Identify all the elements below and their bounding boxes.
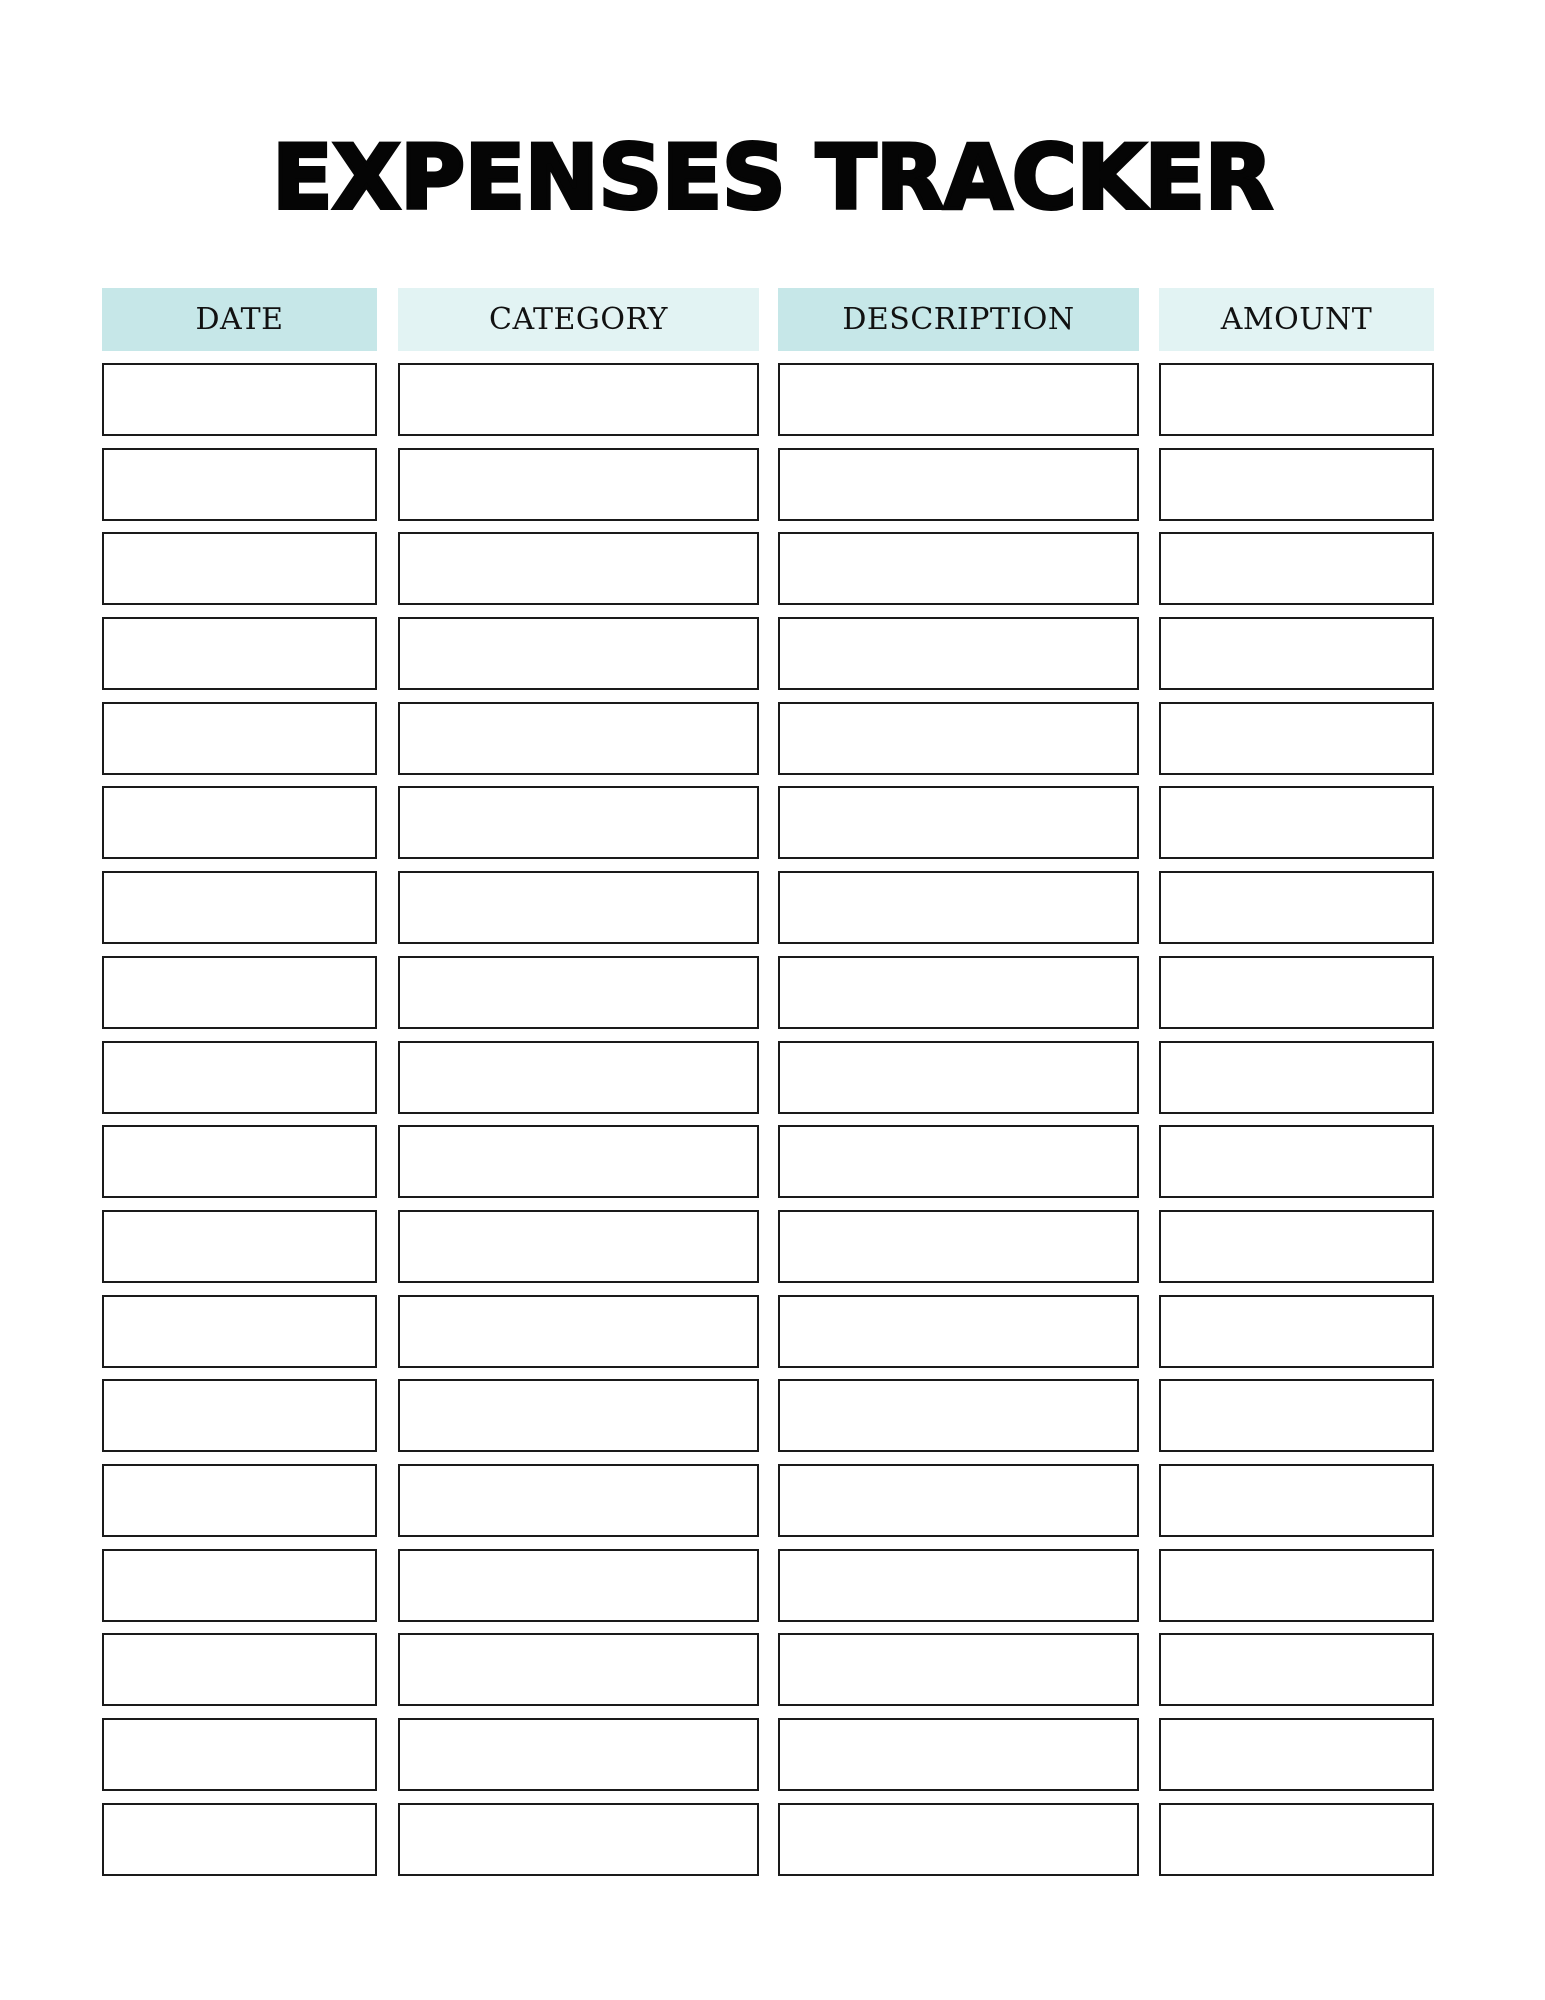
- column-header-amount: AMOUNT: [1159, 288, 1434, 351]
- cells-date: [102, 363, 377, 1876]
- entry-cell-amount[interactable]: [1159, 532, 1434, 605]
- column-description: [778, 288, 1139, 1887]
- entry-cell-date[interactable]: [102, 1633, 377, 1706]
- entry-cell-amount[interactable]: [1159, 617, 1434, 690]
- entry-cell-date[interactable]: [102, 532, 377, 605]
- entry-cell-date[interactable]: [102, 786, 377, 859]
- page-title: EXPENSES TRACKER: [272, 126, 1273, 229]
- entry-cell-category[interactable]: [398, 1464, 759, 1537]
- entry-cell-amount[interactable]: [1159, 956, 1434, 1029]
- entry-cell-category[interactable]: [398, 1718, 759, 1791]
- entry-cell-category[interactable]: [398, 532, 759, 605]
- entry-cell-category[interactable]: [398, 363, 759, 436]
- entry-cell-category[interactable]: [398, 617, 759, 690]
- entry-cell-description[interactable]: [778, 1464, 1139, 1537]
- entry-cell-category[interactable]: [398, 871, 759, 944]
- entry-cell-description[interactable]: [778, 1210, 1139, 1283]
- entry-cell-category[interactable]: [398, 786, 759, 859]
- entry-cell-category[interactable]: [398, 956, 759, 1029]
- entry-cell-date[interactable]: [102, 1041, 377, 1114]
- entry-cell-date[interactable]: [102, 363, 377, 436]
- entry-cell-amount[interactable]: [1159, 1464, 1434, 1537]
- entry-cell-amount[interactable]: [1159, 1718, 1434, 1791]
- entry-cell-amount[interactable]: [1159, 1549, 1434, 1622]
- entry-cell-description[interactable]: [778, 702, 1139, 775]
- column-category: [398, 288, 759, 1887]
- entry-cell-description[interactable]: [778, 1633, 1139, 1706]
- entry-cell-date[interactable]: [102, 1718, 377, 1791]
- column-date: [102, 288, 377, 1887]
- entry-cell-date[interactable]: [102, 702, 377, 775]
- entry-cell-amount[interactable]: [1159, 1803, 1434, 1876]
- entry-cell-date[interactable]: [102, 1464, 377, 1537]
- entry-cell-amount[interactable]: [1159, 786, 1434, 859]
- cells-category: [398, 363, 759, 1876]
- column-header-category: CATEGORY: [398, 288, 759, 351]
- column-header-date: DATE: [102, 288, 377, 351]
- entry-cell-category[interactable]: [398, 1379, 759, 1452]
- column-amount: [1159, 288, 1434, 1887]
- entry-cell-description[interactable]: [778, 1125, 1139, 1198]
- entry-cell-category[interactable]: [398, 1295, 759, 1368]
- entry-cell-description[interactable]: [778, 871, 1139, 944]
- entry-cell-description[interactable]: [778, 448, 1139, 521]
- column-header-description: DESCRIPTION: [778, 288, 1139, 351]
- entry-cell-date[interactable]: [102, 617, 377, 690]
- entry-cell-date[interactable]: [102, 1379, 377, 1452]
- entry-cell-category[interactable]: [398, 1210, 759, 1283]
- entry-cell-amount[interactable]: [1159, 1379, 1434, 1452]
- cells-amount: [1159, 363, 1434, 1876]
- entry-cell-amount[interactable]: [1159, 448, 1434, 521]
- entry-cell-description[interactable]: [778, 1549, 1139, 1622]
- entry-cell-amount[interactable]: [1159, 1210, 1434, 1283]
- entry-cell-amount[interactable]: [1159, 1125, 1434, 1198]
- entry-cell-amount[interactable]: [1159, 1041, 1434, 1114]
- entry-cell-date[interactable]: [102, 1295, 377, 1368]
- entry-cell-date[interactable]: [102, 871, 377, 944]
- entry-cell-category[interactable]: [398, 1125, 759, 1198]
- entry-cell-date[interactable]: [102, 956, 377, 1029]
- entry-cell-description[interactable]: [778, 1041, 1139, 1114]
- entry-cell-amount[interactable]: [1159, 871, 1434, 944]
- entry-cell-category[interactable]: [398, 1041, 759, 1114]
- entry-cell-category[interactable]: [398, 448, 759, 521]
- entry-cell-description[interactable]: [778, 363, 1139, 436]
- entry-cell-description[interactable]: [778, 532, 1139, 605]
- entry-cell-category[interactable]: [398, 1803, 759, 1876]
- entry-cell-date[interactable]: [102, 1803, 377, 1876]
- entry-cell-amount[interactable]: [1159, 1295, 1434, 1368]
- entry-cell-category[interactable]: [398, 702, 759, 775]
- entry-cell-description[interactable]: [778, 1379, 1139, 1452]
- entry-cell-amount[interactable]: [1159, 1633, 1434, 1706]
- entry-cell-description[interactable]: [778, 1803, 1139, 1876]
- entry-cell-date[interactable]: [102, 448, 377, 521]
- entry-cell-date[interactable]: [102, 1210, 377, 1283]
- entry-cell-description[interactable]: [778, 617, 1139, 690]
- entry-cell-amount[interactable]: [1159, 702, 1434, 775]
- entry-cell-description[interactable]: [778, 786, 1139, 859]
- entry-cell-category[interactable]: [398, 1549, 759, 1622]
- entry-cell-date[interactable]: [102, 1125, 377, 1198]
- entry-cell-description[interactable]: [778, 1295, 1139, 1368]
- entry-cell-description[interactable]: [778, 1718, 1139, 1791]
- entry-cell-description[interactable]: [778, 956, 1139, 1029]
- entry-cell-date[interactable]: [102, 1549, 377, 1622]
- entry-cell-category[interactable]: [398, 1633, 759, 1706]
- cells-description: [778, 363, 1139, 1876]
- entry-cell-amount[interactable]: [1159, 363, 1434, 436]
